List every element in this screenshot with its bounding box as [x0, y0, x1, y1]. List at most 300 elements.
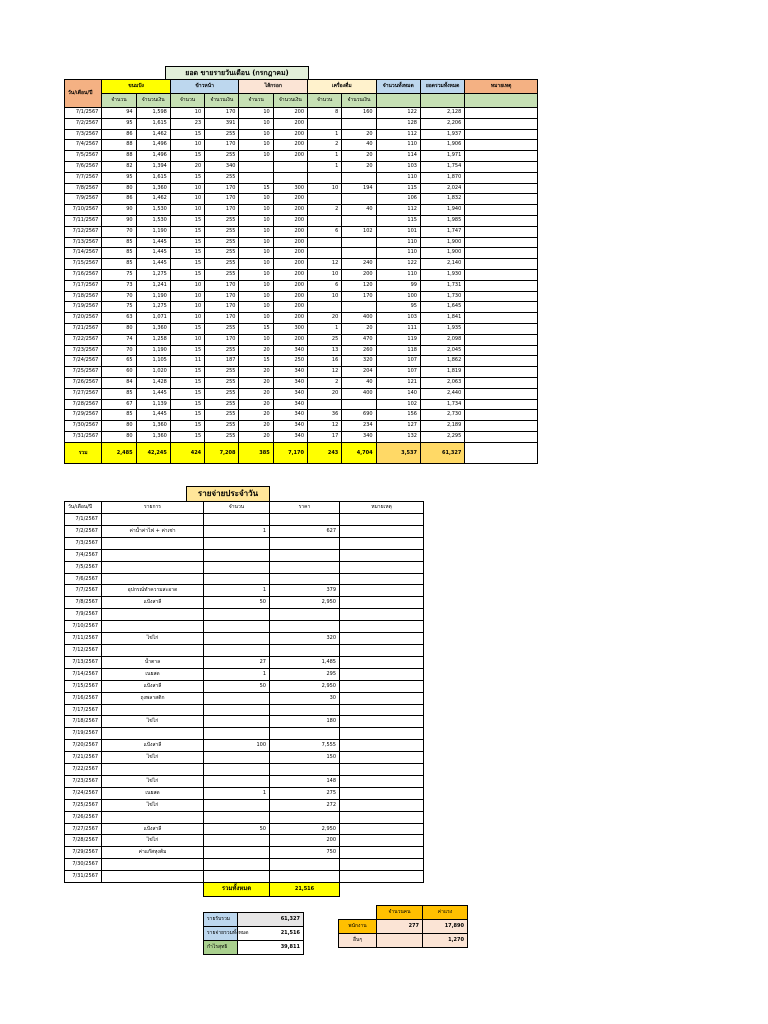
sales-value-cell: 2,730 [420, 410, 464, 421]
sales-value-cell: 260 [342, 345, 376, 356]
sales-value-cell: 110 [376, 140, 420, 151]
sales-value-cell: 2,140 [420, 259, 464, 270]
sales-value-cell [342, 118, 376, 129]
sales-value-cell: 15 [239, 323, 273, 334]
table-row [65, 633, 424, 645]
sales-value-cell: 200 [273, 108, 307, 119]
sales-value-cell: 20 [239, 399, 273, 410]
sales-date-cell: 7/3/2567 [65, 129, 102, 140]
expense-date-cell: 7/28/2567 [65, 835, 102, 847]
expense-date-cell: 7/15/2567 [65, 680, 102, 692]
sales-subheader-blank [420, 94, 464, 108]
sales-value-cell: 20 [170, 161, 204, 172]
sales-subheader: จำนวนเงิน [342, 94, 376, 108]
sales-note-cell [465, 431, 538, 442]
table-row [65, 621, 424, 633]
sales-value-cell: 80 [102, 431, 136, 442]
sales-value-cell: 15 [170, 226, 204, 237]
expense-date-cell: 7/25/2567 [65, 799, 102, 811]
sales-value-cell: 12 [308, 259, 342, 270]
sales-note-cell [465, 313, 538, 324]
table-row [65, 692, 424, 704]
sales-subheader: จำนวนเงิน [136, 94, 170, 108]
sales-value-cell: 10 [239, 259, 273, 270]
sales-value-cell: 20 [342, 129, 376, 140]
expense-amt-cell [270, 573, 340, 585]
expense-amt-cell: 2,950 [270, 680, 340, 692]
table-row [65, 172, 538, 183]
sales-value-cell: 10 [239, 280, 273, 291]
sales-value-cell: 10 [239, 205, 273, 216]
table-row [65, 525, 424, 537]
table-row [65, 597, 424, 609]
table-row [65, 313, 538, 324]
sales-value-cell: 95 [102, 118, 136, 129]
sales-value-cell: 300 [273, 323, 307, 334]
expense-amt-cell: 7,555 [270, 740, 340, 752]
table-row [65, 291, 538, 302]
sales-subheader: จำนวน [239, 94, 273, 108]
table-row [65, 716, 424, 728]
sales-value-cell: 10 [239, 248, 273, 259]
sales-value-cell: 1,841 [420, 313, 464, 324]
sales-value-cell: 110 [376, 248, 420, 259]
sales-value-cell: 200 [273, 280, 307, 291]
sales-value-cell: 20 [308, 313, 342, 324]
sales-value-cell [273, 161, 307, 172]
expense-date-cell: 7/29/2567 [65, 847, 102, 859]
sales-date-cell: 7/23/2567 [65, 345, 102, 356]
expense-note-cell [340, 704, 424, 716]
table-row [65, 334, 538, 345]
sales-value-cell: 1,445 [136, 237, 170, 248]
sales-value-cell: 1,190 [136, 226, 170, 237]
expense-amt-cell: 30 [270, 692, 340, 704]
sales-date-cell: 7/20/2567 [65, 313, 102, 324]
sales-value-cell: 170 [205, 302, 239, 313]
expense-amt-cell [270, 561, 340, 573]
sales-value-cell: 112 [376, 205, 420, 216]
sales-value-cell: 10 [239, 215, 273, 226]
sales-value-cell: 1,360 [136, 421, 170, 432]
sales-value-cell: 80 [102, 323, 136, 334]
expense-qty-cell [204, 621, 270, 633]
sales-value-cell: 132 [376, 431, 420, 442]
sales-value-cell: 1,971 [420, 151, 464, 162]
expense-qty-cell: 27 [204, 656, 270, 668]
expense-note-cell [340, 728, 424, 740]
sales-value-cell: 10 [170, 280, 204, 291]
sales-group-header: ขนมปัง [102, 80, 171, 94]
sales-subheader: จำนวนเงิน [205, 94, 239, 108]
sales-value-cell: 200 [273, 259, 307, 270]
sales-value-cell: 1,275 [136, 269, 170, 280]
table-row [65, 410, 538, 421]
sales-value-cell: 100 [376, 291, 420, 302]
expense-note-cell [340, 525, 424, 537]
sales-value-cell: 200 [273, 226, 307, 237]
sales-value-cell: 118 [376, 345, 420, 356]
sales-value-cell: 15 [170, 388, 204, 399]
table-row [65, 302, 538, 313]
expense-note-cell [340, 537, 424, 549]
expense-note-cell [340, 549, 424, 561]
expense-date-cell: 7/4/2567 [65, 549, 102, 561]
sales-date-cell: 7/13/2567 [65, 237, 102, 248]
expenses-header-qty: จำนวน [204, 502, 270, 514]
sales-value-cell: 74 [102, 334, 136, 345]
sales-total-cell: 243 [308, 442, 342, 463]
sales-value-cell [342, 237, 376, 248]
expense-qty-cell [204, 811, 270, 823]
sales-value-cell: 170 [205, 280, 239, 291]
sales-value-cell: 10 [170, 302, 204, 313]
table-row [65, 668, 424, 680]
sales-value-cell: 40 [342, 140, 376, 151]
sales-value-cell: 70 [102, 345, 136, 356]
sales-value-cell: 121 [376, 377, 420, 388]
expense-qty-cell [204, 573, 270, 585]
sales-date-cell: 7/22/2567 [65, 334, 102, 345]
sales-value-cell: 234 [342, 421, 376, 432]
sales-value-cell: 15 [170, 399, 204, 410]
sales-value-cell [308, 215, 342, 226]
summary-expense-value: 21,516 [238, 927, 304, 941]
sales-total-cell: 4,704 [342, 442, 376, 463]
expense-item-cell: แป้งสาลี [102, 823, 204, 835]
table-row [65, 183, 538, 194]
sales-value-cell: 1,105 [136, 356, 170, 367]
expense-date-cell: 7/11/2567 [65, 633, 102, 645]
sales-value-cell: 10 [239, 302, 273, 313]
expense-amt-cell: 1,485 [270, 656, 340, 668]
expense-qty-cell: 1 [204, 585, 270, 597]
sales-date-cell: 7/25/2567 [65, 367, 102, 378]
sales-subheader: จำนวน [170, 94, 204, 108]
sales-value-cell: 15 [170, 248, 204, 259]
expense-note-cell [340, 692, 424, 704]
sales-value-cell: 10 [308, 291, 342, 302]
sales-value-cell: 340 [273, 367, 307, 378]
sales-value-cell: 340 [273, 410, 307, 421]
table-row [65, 367, 538, 378]
sales-value-cell: 1,394 [136, 161, 170, 172]
sales-note-cell [465, 377, 538, 388]
sales-value-cell: 10 [170, 140, 204, 151]
expense-qty-cell [204, 704, 270, 716]
sales-value-cell: 110 [376, 269, 420, 280]
expense-amt-cell [270, 514, 340, 526]
expense-amt-cell [270, 811, 340, 823]
expense-qty-cell [204, 799, 270, 811]
table-row [65, 537, 424, 549]
sales-value-cell: 1,930 [420, 269, 464, 280]
summary-income-value: 61,327 [238, 913, 304, 927]
sales-value-cell: 200 [273, 215, 307, 226]
sales-value-cell: 80 [102, 183, 136, 194]
sales-value-cell: 73 [102, 280, 136, 291]
sales-value-cell: 1,615 [136, 118, 170, 129]
sales-date-cell: 7/16/2567 [65, 269, 102, 280]
expense-note-cell [340, 823, 424, 835]
sales-value-cell: 400 [342, 388, 376, 399]
sales-value-cell: 85 [102, 410, 136, 421]
sales-value-cell: 1,445 [136, 248, 170, 259]
sales-value-cell: 1,190 [136, 345, 170, 356]
sales-value-cell: 17 [308, 431, 342, 442]
expense-item-cell: ค่าแก๊สหุงต้ม [102, 847, 204, 859]
sales-value-cell: 255 [205, 410, 239, 421]
sales-note-cell [465, 129, 538, 140]
expense-item-cell [102, 609, 204, 621]
summary-income-label: รายรับรวม [204, 913, 238, 927]
sales-value-cell: 340 [273, 345, 307, 356]
sales-value-cell: 85 [102, 237, 136, 248]
sales-value-cell: 12 [308, 421, 342, 432]
expense-qty-cell [204, 716, 270, 728]
sales-value-cell: 115 [376, 183, 420, 194]
sales-value-cell: 127 [376, 421, 420, 432]
sales-value-cell: 160 [342, 108, 376, 119]
expense-qty-cell: 50 [204, 823, 270, 835]
table-row [65, 680, 424, 692]
sales-value-cell: 255 [205, 269, 239, 280]
expense-date-cell: 7/19/2567 [65, 728, 102, 740]
expense-date-cell: 7/30/2567 [65, 859, 102, 871]
expense-note-cell [340, 609, 424, 621]
expense-amt-cell [270, 859, 340, 871]
expense-item-cell: ไข่ไก่ [102, 716, 204, 728]
sales-value-cell [239, 161, 273, 172]
sales-date-cell: 7/4/2567 [65, 140, 102, 151]
expense-qty-cell [204, 609, 270, 621]
sales-date-cell: 7/11/2567 [65, 215, 102, 226]
sales-value-cell: 1,935 [420, 323, 464, 334]
expense-item-cell: แป้งสาลี [102, 740, 204, 752]
sales-date-cell: 7/30/2567 [65, 421, 102, 432]
sales-value-cell: 10 [239, 226, 273, 237]
table-row [65, 248, 538, 259]
sales-value-cell: 340 [273, 421, 307, 432]
sales-subheader: จำนวน [102, 94, 136, 108]
sales-value-cell: 15 [170, 259, 204, 270]
sales-value-cell: 10 [239, 237, 273, 248]
staff-row1-label: พนักงาน [339, 919, 377, 933]
sales-value-cell [342, 248, 376, 259]
staff-head-amt: ค่าแรง [423, 906, 468, 920]
sales-note-cell [465, 291, 538, 302]
expense-item-cell [102, 561, 204, 573]
sales-value-cell: 80 [102, 421, 136, 432]
sales-value-cell: 40 [342, 205, 376, 216]
sales-value-cell: 1,139 [136, 399, 170, 410]
expense-note-cell [340, 585, 424, 597]
sales-value-cell: 1,645 [420, 302, 464, 313]
sales-value-cell: 200 [273, 151, 307, 162]
expense-note-cell [340, 799, 424, 811]
table-row [65, 549, 424, 561]
sales-date-cell: 7/31/2567 [65, 431, 102, 442]
sales-value-cell: 15 [239, 356, 273, 367]
sales-value-cell: 2 [308, 140, 342, 151]
table-row [65, 399, 538, 410]
sales-value-cell: 1,615 [136, 172, 170, 183]
table-row [65, 585, 424, 597]
sales-value-cell [308, 194, 342, 205]
expense-note-cell [340, 775, 424, 787]
sales-value-cell: 15 [170, 151, 204, 162]
sales-value-cell: 82 [102, 161, 136, 172]
sales-note-cell [465, 248, 538, 259]
expense-amt-cell [270, 609, 340, 621]
sales-value-cell: 99 [376, 280, 420, 291]
expense-item-cell: ถุงพลาสติก [102, 692, 204, 704]
sales-total-cell: 2,485 [102, 442, 136, 463]
expense-qty-cell [204, 752, 270, 764]
sales-date-cell: 7/6/2567 [65, 161, 102, 172]
sales-value-cell: 1,730 [420, 291, 464, 302]
sales-value-cell: 1,530 [136, 215, 170, 226]
expense-amt-cell: 627 [270, 525, 340, 537]
sales-value-cell: 86 [102, 194, 136, 205]
sales-value-cell: 1,862 [420, 356, 464, 367]
sales-value-cell: 107 [376, 356, 420, 367]
sales-value-cell: 10 [239, 140, 273, 151]
expenses-header-item: รายการ [102, 502, 204, 514]
sales-value-cell [308, 118, 342, 129]
expense-date-cell: 7/6/2567 [65, 573, 102, 585]
sales-value-cell [308, 302, 342, 313]
sales-value-cell: 200 [273, 205, 307, 216]
sales-value-cell: 10 [170, 108, 204, 119]
expense-note-cell [340, 573, 424, 585]
sales-value-cell [342, 399, 376, 410]
table-row [65, 237, 538, 248]
sales-value-cell: 240 [342, 259, 376, 270]
table-row [65, 215, 538, 226]
sales-value-cell: 20 [239, 367, 273, 378]
sales-value-cell: 2,295 [420, 431, 464, 442]
expense-date-cell: 7/14/2567 [65, 668, 102, 680]
sales-value-cell: 1,530 [136, 205, 170, 216]
expense-item-cell [102, 811, 204, 823]
expense-amt-cell: 148 [270, 775, 340, 787]
sales-value-cell: 10 [239, 194, 273, 205]
expenses-total-value: 21,516 [270, 883, 340, 897]
expense-item-cell: ค่าน้ำค่าไฟ + ค่าเช่า [102, 525, 204, 537]
table-row [65, 859, 424, 871]
sales-value-cell: 1,020 [136, 367, 170, 378]
sales-value-cell: 15 [170, 215, 204, 226]
sales-value-cell: 128 [376, 118, 420, 129]
expense-item-cell: แป้งสาลี [102, 680, 204, 692]
expense-date-cell: 7/8/2567 [65, 597, 102, 609]
expense-date-cell: 7/5/2567 [65, 561, 102, 573]
sales-total-cell: 385 [239, 442, 273, 463]
sales-value-cell: 10 [239, 118, 273, 129]
table-row [65, 656, 424, 668]
sales-group-header: ข้าวหน้า [170, 80, 239, 94]
sales-subheader-blank [376, 94, 420, 108]
sales-value-cell: 2,128 [420, 108, 464, 119]
expense-note-cell [340, 597, 424, 609]
sales-value-cell: 200 [273, 118, 307, 129]
expense-qty-cell [204, 633, 270, 645]
expense-qty-cell: 50 [204, 597, 270, 609]
sales-value-cell: 170 [205, 291, 239, 302]
expense-item-cell: น้ำตาล [102, 656, 204, 668]
expenses-title: รายจ่ายประจำวัน [186, 486, 270, 502]
sales-date-cell: 7/18/2567 [65, 291, 102, 302]
sales-note-cell [465, 269, 538, 280]
expense-item-cell [102, 871, 204, 883]
expense-date-cell: 7/3/2567 [65, 537, 102, 549]
expense-amt-cell: 750 [270, 847, 340, 859]
sales-value-cell: 170 [205, 205, 239, 216]
sales-value-cell: 94 [102, 108, 136, 119]
expense-note-cell [340, 740, 424, 752]
sales-value-cell: 200 [273, 194, 307, 205]
sales-value-cell: 194 [342, 183, 376, 194]
sales-value-cell [308, 399, 342, 410]
expense-amt-cell: 295 [270, 668, 340, 680]
expense-amt-cell: 320 [270, 633, 340, 645]
table-row [65, 205, 538, 216]
sales-value-cell: 1,940 [420, 205, 464, 216]
table-row [65, 871, 424, 883]
table-row [65, 823, 424, 835]
sales-value-cell: 102 [342, 226, 376, 237]
expense-date-cell: 7/20/2567 [65, 740, 102, 752]
expense-date-cell: 7/24/2567 [65, 787, 102, 799]
sales-value-cell: 15 [170, 421, 204, 432]
sales-value-cell: 60 [102, 367, 136, 378]
sales-value-cell: 20 [342, 151, 376, 162]
expense-note-cell [340, 764, 424, 776]
expense-note-cell [340, 668, 424, 680]
expense-note-cell [340, 847, 424, 859]
sales-value-cell: 15 [170, 129, 204, 140]
sales-value-cell: 255 [205, 226, 239, 237]
sales-total-cell: 3,537 [376, 442, 420, 463]
expense-item-cell: ไข่ไก่ [102, 752, 204, 764]
sales-value-cell: 255 [205, 377, 239, 388]
sales-value-cell: 1,445 [136, 259, 170, 270]
sales-note-cell [465, 334, 538, 345]
sales-date-cell: 7/1/2567 [65, 108, 102, 119]
expense-date-cell: 7/18/2567 [65, 716, 102, 728]
sales-value-cell: 1,747 [420, 226, 464, 237]
sales-value-cell: 2,098 [420, 334, 464, 345]
sales-note-cell [465, 237, 538, 248]
sales-value-cell: 2 [308, 205, 342, 216]
table-row [65, 740, 424, 752]
table-row [65, 129, 538, 140]
sales-value-cell: 1,906 [420, 140, 464, 151]
sales-value-cell: 1 [308, 151, 342, 162]
sales-value-cell: 95 [102, 172, 136, 183]
sales-value-cell: 6 [308, 226, 342, 237]
sales-value-cell: 255 [205, 172, 239, 183]
sales-note-cell [465, 118, 538, 129]
sales-value-cell: 1 [308, 323, 342, 334]
sales-value-cell: 170 [205, 313, 239, 324]
sales-value-cell: 255 [205, 259, 239, 270]
sales-date-cell: 7/19/2567 [65, 302, 102, 313]
expense-qty-cell [204, 871, 270, 883]
sales-value-cell: 255 [205, 367, 239, 378]
sales-value-cell: 200 [273, 302, 307, 313]
